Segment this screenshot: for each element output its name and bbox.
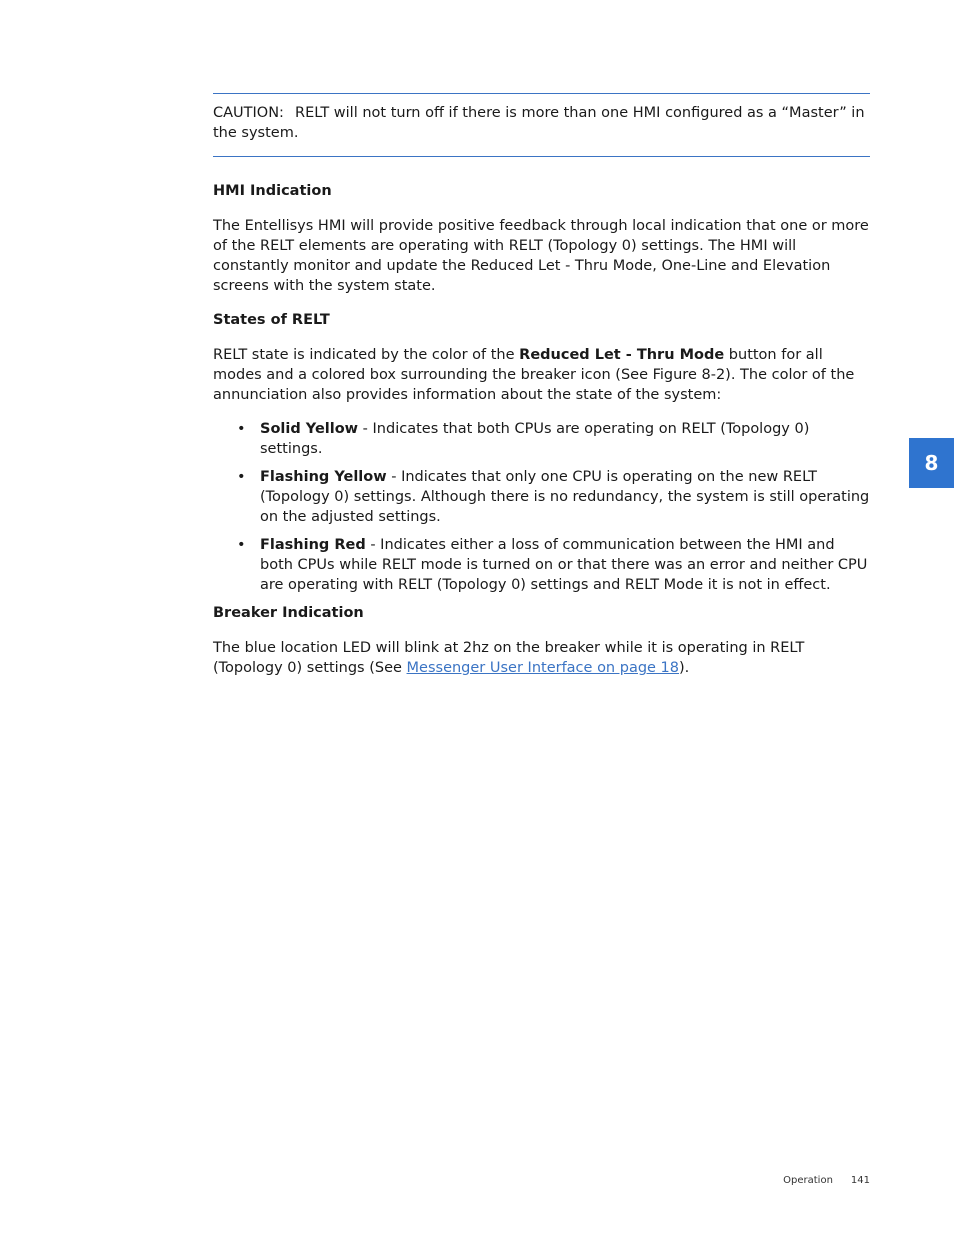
- paragraph-breaker-indication: [213, 638, 870, 678]
- bullet: •: [237, 469, 246, 485]
- footer-section: Operation: [783, 1175, 833, 1186]
- states-text-post: button for all modes and a colored box surrounding the breaker icon (See Figure 8-2). The color of the annunciation also provides information about the state of the system:: [213, 347, 855, 403]
- paragraph-states-of-relt: [213, 345, 870, 405]
- paragraph-hmi-indication: The Entellisys HMI will provide positive feedback through local indication that one or more of the RELT elements are operating with RELT (Topology 0) settings. The HMI will constantly monitor and update the Reduced Let - Thru Mode, One-Line and Elevation screens with the system state.: [213, 218, 869, 294]
- list-item-term: Flashing Yellow: [260, 469, 387, 485]
- list-item-desc: - Indicates either a loss of communication between the HMI and both CPUs while RELT mode is turned on or that there was an error and neither CPU are operating with RELT (Topology 0) settings and RELT Mode it is not in effect.: [260, 537, 868, 593]
- page-footer: [783, 1175, 870, 1186]
- states-text-bold: Reduced Let - Thru Mode: [519, 347, 725, 363]
- list-item-flashing-red: [213, 535, 870, 595]
- footer-page-number: 141: [850, 1175, 870, 1186]
- breaker-text-pre: The blue location LED will blink at 2hz on the breaker while it is operating in RELT (Topology 0) settings (See: [213, 640, 805, 676]
- list-item-term: Flashing Red: [260, 537, 366, 553]
- caution-text: RELT will not turn off if there is more than one HMI configured as a “Master” in the system.: [213, 105, 865, 141]
- heading-states-of-relt: States of RELT: [213, 312, 330, 328]
- list-item-desc: - Indicates that both CPUs are operating on RELT (Topology 0) settings.: [260, 421, 810, 457]
- caution-box: [213, 93, 870, 157]
- page-content: [213, 93, 870, 692]
- states-text-pre: RELT state is indicated by the color of the: [213, 347, 520, 363]
- list-item-term: Solid Yellow: [260, 421, 359, 437]
- relt-states-list: [213, 419, 870, 595]
- heading-breaker-indication: Breaker Indication: [213, 605, 364, 621]
- chapter-tab: 8: [909, 438, 954, 488]
- caution-label: CAUTION:: [213, 105, 284, 121]
- messenger-ui-link[interactable]: Messenger User Interface on page 18: [406, 660, 680, 676]
- list-item-flashing-yellow: [213, 467, 870, 527]
- breaker-text-post: ).: [679, 660, 690, 676]
- list-item-solid-yellow: [213, 419, 870, 459]
- heading-hmi-indication: HMI Indication: [213, 183, 332, 199]
- bullet: •: [237, 537, 246, 553]
- list-item-desc: - Indicates that only one CPU is operating on the new RELT (Topology 0) settings. Although there is no redundancy, the system is still operating on the adjusted settings.: [260, 469, 870, 525]
- bullet: •: [237, 421, 246, 437]
